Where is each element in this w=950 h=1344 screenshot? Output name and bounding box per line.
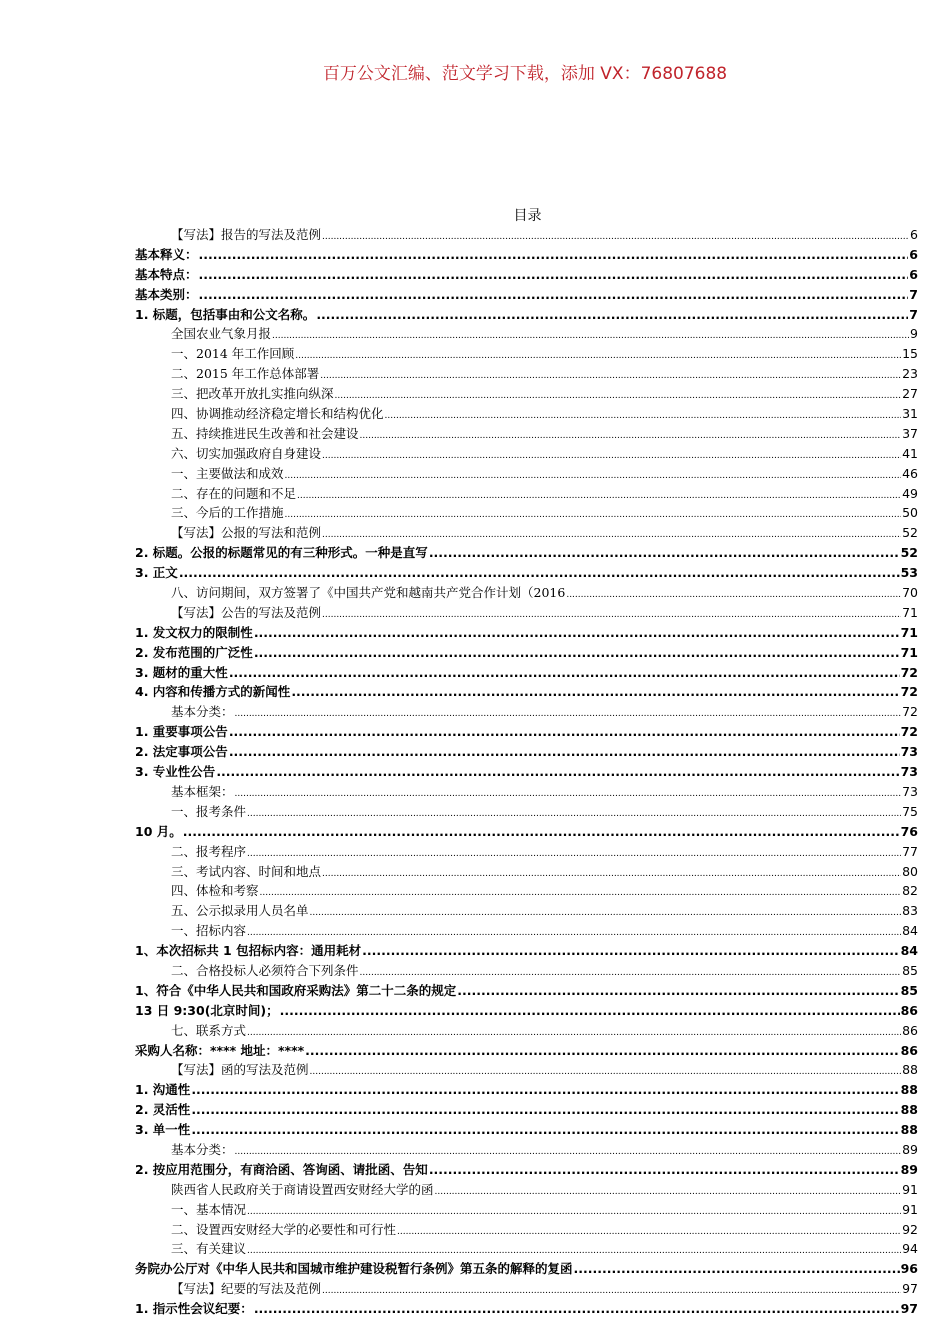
- toc-entry-title: 3. 正文: [135, 565, 178, 581]
- toc-entry-title: 基本框架：: [171, 783, 234, 799]
- toc-entry[interactable]: [135, 265, 918, 285]
- toc-dot-leader: [199, 285, 909, 305]
- toc-entry[interactable]: [135, 1180, 918, 1200]
- toc-entry-page-number: 7: [909, 306, 918, 322]
- toc-entry-title: 【写法】公告的写法及范例: [171, 604, 322, 620]
- toc-entry-page-number: 50: [902, 505, 918, 521]
- toc-entry-title: 三、考试内容、时间和地点: [171, 863, 322, 879]
- toc-entry[interactable]: [135, 1100, 918, 1120]
- toc-entry[interactable]: [135, 722, 918, 742]
- toc-entry[interactable]: [135, 1001, 918, 1021]
- toc-entry-page-number: 71: [902, 604, 918, 620]
- toc-entry[interactable]: [135, 981, 918, 1001]
- toc-entry-page-number: 97: [900, 1301, 918, 1317]
- toc-entry[interactable]: [135, 702, 918, 722]
- toc-entry-title: 基本分类：: [171, 704, 234, 720]
- toc-entry-title: 基本类别：: [135, 286, 198, 302]
- toc-dot-leader: [229, 722, 900, 742]
- toc-entry-title: 七、联系方式: [171, 1022, 247, 1038]
- toc-entry-title: 基本特点：: [135, 266, 198, 282]
- toc-entry-title: 三、把改革开放扎实推向纵深: [171, 386, 334, 402]
- toc-entry-title: 1. 标题，包括事由和公文名称。: [135, 306, 316, 322]
- toc-entry-page-number: 88: [902, 1062, 918, 1078]
- toc-entry-title: 1. 沟通性: [135, 1082, 191, 1098]
- toc-entry[interactable]: [135, 941, 918, 961]
- toc-entry-title: 【写法】函的写法及范例: [171, 1062, 309, 1078]
- toc-entry-title: 一、报考条件: [171, 803, 247, 819]
- toc-entry-page-number: 91: [902, 1181, 918, 1197]
- toc-entry-title: 六、切实加强政府自身建设: [171, 445, 322, 461]
- toc-entry[interactable]: [135, 1060, 918, 1080]
- toc-entry-page-number: 85: [900, 982, 918, 998]
- toc-entry-title: 【写法】纪要的写法及范例: [171, 1281, 322, 1297]
- toc-entry[interactable]: [135, 1239, 918, 1259]
- toc-entry-title: 陕西省人民政府关于商请设置西安财经大学的函: [171, 1181, 434, 1197]
- toc-entry[interactable]: [135, 643, 918, 663]
- toc-entry[interactable]: [135, 583, 918, 603]
- toc-entry-page-number: 49: [902, 485, 918, 501]
- toc-entry[interactable]: [135, 663, 918, 683]
- toc-entry-title: 三、今后的工作措施: [171, 505, 284, 521]
- toc-entry-title: 二、存在的问题和不足: [171, 485, 297, 501]
- toc-entry[interactable]: [135, 822, 918, 842]
- toc-entry[interactable]: [135, 1200, 918, 1220]
- toc-entry[interactable]: [135, 1160, 918, 1180]
- toc-entry-page-number: 52: [902, 525, 918, 541]
- toc-dot-leader: [199, 245, 909, 265]
- toc-entry[interactable]: [135, 603, 918, 623]
- toc-entry-title: 【写法】公报的写法和范例: [171, 525, 322, 541]
- toc-entry-title: 三、有关建议: [171, 1241, 247, 1257]
- table-of-contents: [135, 225, 918, 1319]
- toc-entry-page-number: 83: [902, 903, 918, 919]
- toc-entry-page-number: 41: [902, 445, 918, 461]
- toc-entry-page-number: 86: [900, 1002, 918, 1018]
- toc-entry-page-number: 88: [900, 1102, 918, 1118]
- toc-entry[interactable]: [135, 901, 918, 921]
- toc-entry-page-number: 46: [902, 465, 918, 481]
- toc-entry[interactable]: [135, 682, 918, 702]
- toc-entry-title: 八、访问期间，双方签署了《中国共产党和越南共产党合作计划（2016: [171, 585, 566, 601]
- toc-entry-page-number: 89: [900, 1161, 918, 1177]
- toc-entry-page-number: 77: [902, 843, 918, 859]
- toc-dot-leader: [254, 643, 900, 663]
- toc-entry-title: 二、报考程序: [171, 843, 247, 859]
- toc-entry[interactable]: [135, 961, 918, 981]
- toc-entry-page-number: 85: [902, 962, 918, 978]
- toc-entry-title: 一、2014 年工作回顾: [171, 346, 295, 362]
- toc-entry-title: 基本释义：: [135, 246, 198, 262]
- toc-entry[interactable]: [135, 503, 918, 523]
- toc-entry-title: 基本分类：: [171, 1141, 234, 1157]
- toc-entry-title: 1. 重要事项公告: [135, 724, 228, 740]
- toc-entry-page-number: 73: [902, 783, 918, 799]
- toc-dot-leader: [216, 762, 899, 782]
- toc-entry-page-number: 72: [900, 664, 918, 680]
- toc-dot-leader: [191, 1100, 899, 1120]
- toc-entry[interactable]: [135, 1279, 918, 1299]
- toc-dot-leader: [457, 981, 899, 1001]
- toc-entry-title: 五、持续推进民生改善和社会建设: [171, 425, 359, 441]
- toc-entry-page-number: 7: [909, 286, 918, 302]
- toc-entry-page-number: 84: [902, 923, 918, 939]
- toc-entry[interactable]: [135, 1080, 918, 1100]
- toc-entry[interactable]: [135, 921, 918, 941]
- toc-entry[interactable]: [135, 802, 918, 822]
- toc-entry[interactable]: [135, 384, 918, 404]
- toc-dot-leader: [291, 682, 899, 702]
- toc-dot-leader: [191, 1080, 899, 1100]
- toc-dot-leader: [254, 623, 900, 643]
- toc-dot-leader: [179, 563, 900, 583]
- toc-entry-title: 二、2015 年工作总体部署: [171, 366, 320, 382]
- toc-entry-page-number: 37: [902, 425, 918, 441]
- toc-entry-page-number: 92: [902, 1221, 918, 1237]
- toc-entry[interactable]: [135, 523, 918, 543]
- toc-entry-page-number: 72: [900, 684, 918, 700]
- toc-entry[interactable]: [135, 563, 918, 583]
- toc-entry[interactable]: [135, 444, 918, 464]
- toc-entry[interactable]: [135, 762, 918, 782]
- toc-entry-title: 二、合格投标人必须符合下列条件: [171, 962, 359, 978]
- toc-entry-page-number: 80: [902, 863, 918, 879]
- toc-entry-title: 1. 发文权力的限制性: [135, 624, 253, 640]
- toc-entry-title: 13 日 9:30(北京时间)；: [135, 1002, 279, 1018]
- toc-entry-title: 【写法】报告的写法及范例: [171, 227, 322, 242]
- toc-dot-leader: [280, 1001, 900, 1021]
- toc-dot-leader: [199, 265, 909, 285]
- toc-entry[interactable]: [135, 464, 918, 484]
- toc-entry-page-number: 53: [900, 565, 918, 581]
- toc-entry[interactable]: [135, 842, 918, 862]
- header-watermark-text: 百万公文汇编、范文学习下载，添加 VX：76807688: [322, 64, 728, 84]
- toc-entry-title: 四、协调推动经济稳定增长和结构优化: [171, 406, 384, 422]
- toc-entry-page-number: 23: [902, 366, 918, 382]
- toc-entry-title: 10 月。: [135, 823, 182, 839]
- toc-entry-page-number: 97: [902, 1281, 918, 1297]
- toc-entry[interactable]: [135, 881, 918, 901]
- toc-entry-title: 一、主要做法和成效: [171, 465, 284, 481]
- toc-dot-leader: [229, 742, 900, 762]
- toc-entry[interactable]: [135, 862, 918, 882]
- toc-entry-title: 四、体检和考察: [171, 883, 259, 899]
- toc-entry[interactable]: [135, 404, 918, 424]
- toc-entry-page-number: 71: [900, 644, 918, 660]
- toc-entry-page-number: 86: [902, 1022, 918, 1038]
- toc-entry-title: 2. 灵活性: [135, 1102, 191, 1118]
- toc-dot-leader: [305, 1041, 899, 1061]
- toc-entry-page-number: 94: [902, 1241, 918, 1257]
- toc-entry-page-number: 73: [900, 764, 918, 780]
- toc-entry-title: 4. 内容和传播方式的新闻性: [135, 684, 291, 700]
- toc-entry-page-number: 15: [902, 346, 918, 362]
- toc-entry-page-number: 52: [900, 545, 918, 561]
- toc-entry-page-number: 72: [902, 704, 918, 720]
- toc-entry-title: 2. 标题。公报的标题常见的有三种形式。一种是直写: [135, 545, 428, 561]
- toc-entry-page-number: 6: [909, 246, 918, 262]
- toc-entry[interactable]: [135, 225, 918, 245]
- toc-entry-page-number: 86: [900, 1042, 918, 1058]
- toc-entry-title: 1、本次招标共 1 包招标内容：通用耗材: [135, 943, 362, 959]
- toc-entry[interactable]: [135, 543, 918, 563]
- toc-entry[interactable]: [135, 344, 918, 364]
- toc-entry-title: 3. 专业性公告: [135, 764, 216, 780]
- toc-entry-page-number: 96: [900, 1261, 918, 1277]
- toc-entry-page-number: 91: [902, 1201, 918, 1217]
- toc-entry-title: 1、符合《中华人民共和国政府采购法》第二十二条的规定: [135, 982, 457, 998]
- toc-title: 目录: [513, 208, 542, 224]
- toc-entry-page-number: 6: [910, 227, 918, 242]
- toc-dot-leader: [229, 663, 900, 683]
- toc-entry[interactable]: [135, 1120, 918, 1140]
- toc-entry[interactable]: [135, 623, 918, 643]
- toc-entry-page-number: 88: [900, 1122, 918, 1138]
- toc-entry-page-number: 31: [902, 406, 918, 422]
- toc-entry-page-number: 75: [902, 803, 918, 819]
- toc-entry[interactable]: [135, 1220, 918, 1240]
- toc-entry-title: 2. 发布范围的广泛性: [135, 644, 253, 660]
- toc-entry[interactable]: [135, 424, 918, 444]
- toc-entry[interactable]: [135, 1041, 918, 1061]
- toc-dot-leader: [429, 1160, 900, 1180]
- toc-entry-title: 务院办公厅对《中华人民共和国城市维护建设税暂行条例》第五条的解释的复函: [135, 1261, 573, 1277]
- toc-entry-title: 2. 法定事项公告: [135, 744, 228, 760]
- toc-entry-title: 3. 题材的重大性: [135, 664, 228, 680]
- toc-entry[interactable]: [135, 742, 918, 762]
- toc-entry-page-number: 73: [900, 744, 918, 760]
- toc-entry[interactable]: [135, 305, 918, 325]
- toc-entry-page-number: 71: [900, 624, 918, 640]
- toc-entry-page-number: 76: [900, 823, 918, 839]
- toc-dot-leader: [429, 543, 900, 563]
- toc-entry-page-number: 84: [900, 943, 918, 959]
- toc-entry[interactable]: [135, 1259, 918, 1279]
- toc-dot-leader: [183, 822, 900, 842]
- toc-entry[interactable]: [135, 245, 918, 265]
- toc-entry[interactable]: [135, 364, 918, 384]
- toc-entry-page-number: 6: [909, 266, 918, 282]
- toc-entry-page-number: 27: [902, 386, 918, 402]
- toc-entry[interactable]: [135, 285, 918, 305]
- toc-entry[interactable]: [135, 1140, 918, 1160]
- toc-entry[interactable]: [135, 324, 918, 344]
- toc-entry-page-number: 70: [902, 585, 918, 601]
- toc-entry-title: 二、设置西安财经大学的必要性和可行性: [171, 1221, 397, 1237]
- toc-entry-page-number: 82: [902, 883, 918, 899]
- toc-entry[interactable]: [135, 782, 918, 802]
- toc-dot-leader: [362, 941, 899, 961]
- toc-entry-page-number: 89: [902, 1141, 918, 1157]
- toc-dot-leader: [254, 1299, 900, 1319]
- toc-entry-title: 一、招标内容: [171, 923, 247, 939]
- toc-dot-leader: [191, 1120, 899, 1140]
- toc-entry-title: 五、公示拟录用人员名单: [171, 903, 309, 919]
- toc-dot-leader: [316, 305, 908, 325]
- toc-entry-page-number: 72: [900, 724, 918, 740]
- toc-entry-title: 2. 按应用范围分，有商洽函、答询函、请批函、告知: [135, 1161, 428, 1177]
- toc-entry[interactable]: [135, 484, 918, 504]
- toc-entry-title: 全国农业气象月报: [171, 326, 272, 342]
- toc-dot-leader: [574, 1259, 900, 1279]
- toc-entry[interactable]: [135, 1021, 918, 1041]
- toc-entry-title: 采购人名称：**** 地址：****: [135, 1042, 305, 1058]
- toc-entry[interactable]: [135, 1299, 918, 1319]
- toc-entry-page-number: 88: [900, 1082, 918, 1098]
- toc-entry-title: 3. 单一性: [135, 1122, 191, 1138]
- toc-entry-page-number: 9: [910, 326, 918, 342]
- toc-entry-title: 一、基本情况: [171, 1201, 247, 1217]
- toc-entry-title: 1. 指示性会议纪要：: [135, 1301, 253, 1317]
